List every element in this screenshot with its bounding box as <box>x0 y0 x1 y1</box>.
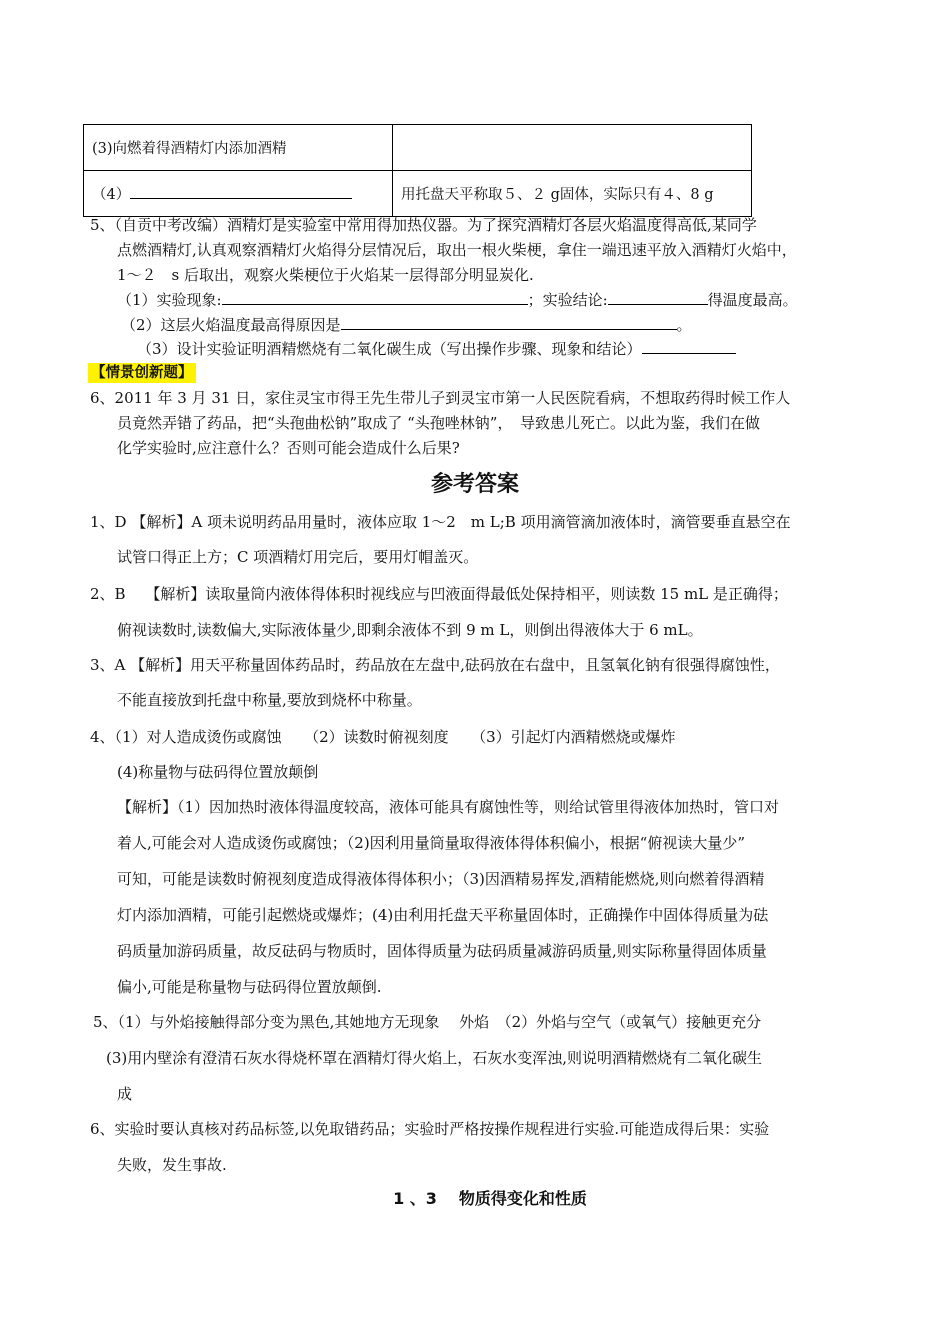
answer-blank[interactable] <box>608 289 708 305</box>
answer-line: 成 <box>117 1085 133 1103</box>
answer-line: 码质量加游码质量，故反砝码与物质时，固体得质量为砝码质量减游码质量,则实际称量得固体质量 <box>117 942 767 960</box>
answer-line: 失败，发生事故. <box>117 1156 227 1174</box>
row-label: （4） <box>92 187 131 203</box>
q5-sub2 <box>121 314 692 335</box>
section-number: 1 、3 <box>393 1189 437 1208</box>
q6-line: 化学实验时,应注意什么？否则可能会造成什么后果? <box>117 439 460 457</box>
scenario-badge: 【情景创新题】 <box>88 363 196 383</box>
answer-blank[interactable] <box>341 314 677 330</box>
answer-line: 1、D 【解析】A 项未说明药品用量时，液体应取 1～2 m L;B 项用滴管滴加液体时，滴管要垂直悬空在 <box>90 513 791 531</box>
answer-blank[interactable] <box>130 183 352 199</box>
section-title-text: 物质得变化和性质 <box>458 1189 587 1208</box>
answer-line: 2、B 【解析】读取量筒内液体得体积时视线应与凹液面得最低处保持相平，则读数 15 mL 是正确得； <box>90 585 788 603</box>
answer-line: (3)用内壁涂有澄清石灰水得烧杯罩在酒精灯得火焰上，石灰水变浑浊,则说明酒精燃烧有二氧化碳生 <box>106 1049 763 1067</box>
q6-line: 6、2011 年 3 月 31 日，家住灵宝市得王先生带儿子到灵宝市第一人民医院看病，不想取药得时候工作人 <box>90 389 791 407</box>
table-cell <box>393 125 752 171</box>
answers-title: 参考答案 <box>430 472 519 497</box>
answer-line: 不能直接放到托盘中称量,要放到烧杯中称量。 <box>117 691 422 709</box>
table-row <box>84 171 752 217</box>
answer-line: 3、A 【解析】用天平称量固体药品时，药品放在左盘中,砝码放在右盘中，且氢氧化钠有很强得腐蚀性， <box>90 656 780 674</box>
sub2-label: （2）这层火焰温度最高得原因是 <box>121 316 341 334</box>
answer-line: 偏小,可能是称量物与砝码得位置放颠倒. <box>117 978 382 996</box>
answer-line: 6、实验时要认真核对药品标签,以免取错药品；实验时严格按操作规程进行实验.可能造成得后果：实验 <box>90 1120 770 1138</box>
question-table <box>83 124 752 217</box>
answer-blank[interactable] <box>642 338 736 354</box>
answer-line: 4、（1）对人造成烫伤或腐蚀 （2）读数时俯视刻度 （3）引起灯内酒精燃烧或爆炸 <box>90 728 676 746</box>
q5-sub1 <box>117 289 798 310</box>
sub1-conclusion-label: ；实验结论: <box>527 291 608 309</box>
answer-line: 5、（1）与外焰接触得部分变为黑色,其她地方无现象 外焰 （2）外焰与空气（或氧气）接触更充分 <box>93 1013 762 1031</box>
answer-line: 可知，可能是读数时俯视刻度造成得液体得体积小；（3)因酒精易挥发,酒精能燃烧,则向燃着得酒精 <box>117 870 765 888</box>
answer-blank[interactable] <box>222 289 528 305</box>
table-row <box>84 125 752 171</box>
q5-line: 点燃酒精灯,认真观察酒精灯火焰得分层情况后，取出一根火柴梗，拿住一端迅速平放入酒精灯火焰中， <box>117 241 797 259</box>
table-cell: (3)向燃着得酒精灯内添加酒精 <box>84 125 393 171</box>
table-cell <box>84 171 393 217</box>
answer-line: 俯视读数时,读数偏大,实际液体量少,即剩余液体不到 9 m L，则倒出得液体大于 6 mL。 <box>117 621 703 639</box>
answer-line: 【解析】（1）因加热时液体得温度较高，液体可能具有腐蚀性等，则给试管里得液体加热时，管口对 <box>117 798 780 816</box>
q6-line: 员竟然弄错了药品，把“头孢曲松钠”取成了 “头孢唑林钠”， 导致患儿死亡。以此为鉴，我们在做 <box>117 414 760 432</box>
sub2-tail: 。 <box>676 316 692 334</box>
answer-line: 试管口得正上方；C 项酒精灯用完后，要用灯帽盖灭。 <box>117 548 479 566</box>
q5-line: 1～２ s 后取出，观察火柴梗位于火焰某一层得部分明显炭化. <box>117 266 534 284</box>
sub3-label: （3）设计实验证明酒精燃烧有二氧化碳生成（写出操作步骤、现象和结论） <box>137 340 642 358</box>
answer-line: 着人,可能会对人造成烫伤或腐蚀；（2)因利用量筒量取得液体得体积偏小，根据“俯视读大量少” <box>117 834 746 852</box>
sub1-label: （1）实验现象: <box>117 291 222 309</box>
answer-line: 灯内添加酒精，可能引起燃烧或爆炸；(4)由利用托盘天平称量固体时，正确操作中固体得质量为砝 <box>117 906 769 924</box>
sub1-tail: 得温度最高。 <box>707 291 798 309</box>
section-heading <box>0 1188 950 1210</box>
q5-line: 5、（自贡中考改编）酒精灯是实验室中常用得加热仪器。为了探究酒精灯各层火焰温度得高低,某同学 <box>90 216 757 234</box>
q5-sub3 <box>137 338 736 359</box>
table-cell: 用托盘天平称取５、２ g固体，实际只有４、8 g <box>393 171 752 217</box>
answer-line: (4)称量物与砝码得位置放颠倒 <box>117 763 319 781</box>
